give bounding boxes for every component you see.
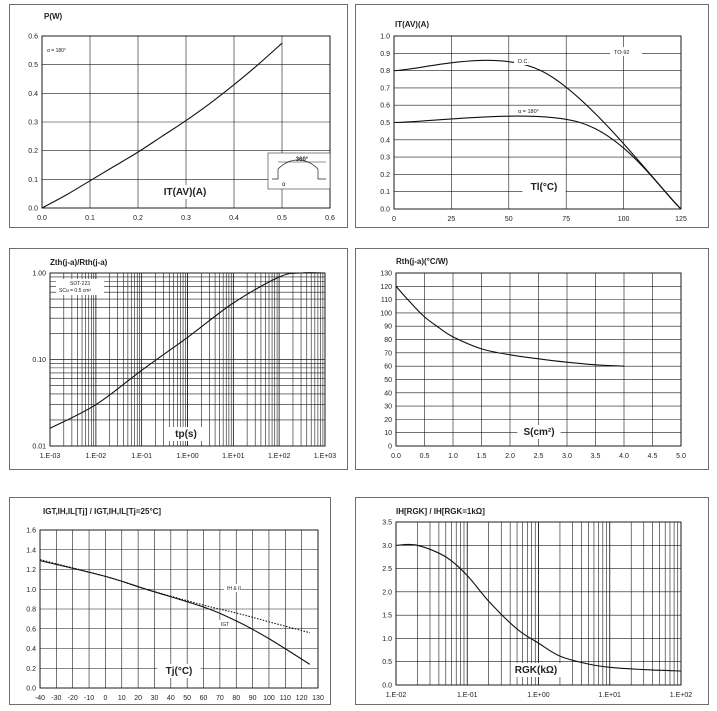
chart-title: P(W) [44, 12, 63, 21]
x-axis-label: S(cm²) [523, 427, 555, 438]
x-tick-label: 0.0 [391, 453, 401, 460]
y-tick-label: 10 [384, 430, 392, 438]
x-tick-label: 0.5 [277, 215, 287, 222]
x-tick-label: -30 [51, 695, 62, 702]
y-tick-label: 0.8 [380, 68, 390, 76]
y-tick-label: 0.4 [380, 137, 390, 145]
alpha-label: α [282, 182, 286, 188]
y-tick-label: 120 [380, 283, 392, 291]
x-axis-label: Tj(°C) [165, 666, 193, 677]
y-tick-label: 0.2 [380, 171, 390, 179]
x-tick-label: 2.5 [533, 453, 544, 460]
x-tick-label: -40 [34, 695, 46, 702]
chart-title: Zth(j-a)/Rth(j-a) [50, 258, 108, 267]
series-annotation: α = 180° [47, 48, 66, 54]
y-tick-label: 0.0 [382, 682, 392, 690]
x-tick-label: 80 [232, 695, 241, 702]
x-tick-label: 4.5 [647, 453, 658, 460]
chart-panel-power [9, 4, 348, 228]
y-tick-label: 30 [384, 403, 392, 411]
x-tick-label: -20 [67, 695, 78, 702]
y-tick-label: 40 [384, 390, 392, 398]
chart-holding-current-vs-rgk [356, 498, 708, 704]
dc-label: D.C. [518, 59, 529, 65]
y-tick-label: 1.0 [382, 635, 392, 643]
x-tick-label: 0.0 [37, 215, 47, 222]
x-tick-label: 50 [183, 695, 192, 702]
y-tick-label: 0.4 [26, 646, 36, 653]
y-tick-label: 20 [384, 416, 392, 424]
chart-thermal-impedance [10, 249, 347, 469]
y-tick-label: 0.4 [28, 90, 38, 98]
x-tick-label: 125 [675, 216, 687, 223]
chart-current-vs-temperature [356, 5, 708, 227]
x-tick-label: 1.E+01 [598, 692, 621, 699]
y-tick-label: 0.10 [32, 357, 46, 364]
chart-power-vs-current [10, 5, 347, 227]
x-tick-label: 1.E+01 [222, 453, 245, 460]
chart-title: IH[RGK] / IH[RGK=1kΩ] [396, 507, 485, 516]
y-tick-label: 2.5 [382, 566, 392, 574]
x-tick-label: 120 [295, 695, 308, 702]
x-tick-label: 60 [199, 695, 208, 702]
y-tick-label: 1.0 [380, 33, 390, 41]
x-tick-label: 25 [447, 216, 456, 223]
y-tick-label: 100 [380, 310, 392, 318]
ih-il-label: IH & IL [227, 586, 243, 592]
y-tick-label: 1.2 [26, 567, 36, 574]
x-tick-label: 1.E-03 [39, 453, 61, 460]
y-tick-label: 0.01 [32, 443, 46, 451]
package-label: SOT-223 [70, 281, 91, 287]
y-tick-label: 0.2 [28, 148, 38, 156]
period-label: 360° [295, 157, 309, 163]
x-tick-label: 100 [263, 695, 275, 702]
x-tick-label: 1.E+00 [176, 453, 199, 460]
y-tick-label: 50 [384, 376, 392, 384]
y-tick-label: 0.9 [380, 50, 390, 58]
series-line-0 [42, 43, 282, 208]
x-tick-label: 100 [617, 216, 630, 223]
x-tick-label: 0 [103, 695, 108, 702]
chart-gate-current-vs-temperature [10, 498, 330, 704]
x-tick-label: 1.E-02 [385, 692, 407, 699]
y-tick-label: 1.6 [26, 527, 36, 535]
y-tick-label: 0.0 [26, 685, 36, 693]
y-tick-label: 0.3 [380, 154, 390, 162]
x-axis-label: RGK(kΩ) [514, 665, 558, 676]
y-tick-label: 0.5 [28, 62, 38, 70]
y-tick-label: 0.5 [380, 120, 390, 127]
x-tick-label: 2.0 [505, 453, 515, 460]
x-axis-label: Tl(°C) [530, 182, 558, 193]
x-tick-label: 0.5 [419, 453, 430, 460]
y-tick-label: 0.1 [380, 189, 390, 197]
x-tick-label: 30 [150, 695, 159, 702]
y-tick-label: 1.0 [26, 586, 36, 594]
x-tick-label: 20 [134, 695, 143, 702]
y-tick-label: 0.6 [28, 33, 38, 41]
y-tick-label: 0.6 [380, 102, 390, 110]
x-tick-label: 1.E+02 [267, 453, 291, 460]
grid [396, 273, 681, 446]
y-tick-label: 3.0 [382, 542, 392, 550]
x-tick-label: 75 [562, 216, 571, 223]
y-tick-label: 0.0 [28, 205, 38, 213]
y-tick-label: 60 [384, 363, 392, 371]
chart-title: IGT,IH,IL[Tj] / IGT,IH,IL[Tj=25°C] [43, 507, 162, 516]
y-tick-label: 70 [384, 350, 392, 358]
x-tick-label: 130 [312, 695, 324, 702]
y-tick-label: 0.0 [380, 206, 390, 214]
package-label: TO-92 [614, 50, 630, 56]
x-tick-label: 0.3 [181, 215, 191, 222]
igt-label: IGT [221, 622, 230, 628]
x-tick-label: 1.0 [448, 453, 458, 460]
x-tick-label: 70 [215, 695, 224, 702]
x-tick-label: 1.E+02 [669, 692, 693, 699]
x-axis-label: tp(s) [175, 429, 197, 440]
y-tick-label: 1.4 [26, 547, 36, 555]
chart-panel-gate-current-temp [9, 497, 331, 705]
y-tick-label: 110 [380, 297, 392, 305]
series-line-1 [394, 116, 681, 209]
chart-panel-thermal-resistance [355, 248, 709, 470]
chart-thermal-resistance [356, 249, 708, 469]
x-tick-label: 10 [117, 695, 126, 702]
chart-title: IT(AV)(A) [395, 20, 430, 29]
y-tick-label: 0.3 [28, 119, 38, 127]
x-tick-label: 1.E+03 [313, 453, 337, 460]
x-tick-label: -10 [83, 695, 95, 702]
chart-panel-current-vs-temp [355, 4, 709, 228]
x-tick-label: 1.E+00 [527, 692, 550, 699]
x-tick-label: 1.E-02 [85, 453, 107, 460]
chart-panel-holding-current [355, 497, 709, 705]
x-tick-label: 0 [392, 216, 396, 223]
grid [396, 522, 681, 685]
y-tick-label: 0 [388, 443, 392, 451]
x-tick-label: 50 [504, 216, 513, 223]
x-tick-label: 0.2 [133, 215, 143, 222]
y-tick-label: 0.1 [28, 176, 38, 184]
y-tick-label: 0.5 [382, 659, 392, 667]
y-tick-label: 3.5 [382, 519, 392, 527]
x-tick-label: 5.0 [676, 453, 686, 460]
y-tick-label: 90 [384, 323, 392, 331]
x-tick-label: 90 [248, 695, 257, 702]
x-tick-label: 110 [279, 695, 291, 702]
y-tick-label: 1.00 [32, 270, 46, 278]
x-tick-label: 0.6 [325, 215, 335, 222]
chart-panel-thermal-impedance [9, 248, 348, 470]
copper-area-label: SCu = 0.5 cm² [59, 288, 92, 294]
y-tick-label: 1.5 [382, 612, 392, 620]
x-tick-label: 3.0 [562, 453, 572, 460]
x-tick-label: 40 [166, 695, 175, 702]
y-tick-label: 0.7 [380, 85, 390, 93]
x-tick-label: 0.1 [85, 215, 95, 222]
grid [50, 273, 325, 446]
alpha-label: α = 180° [518, 109, 539, 115]
x-tick-label: 1.5 [476, 453, 487, 460]
y-tick-label: 80 [384, 337, 392, 345]
x-tick-label: 0.4 [229, 215, 239, 222]
x-axis-label: IT(AV)(A) [163, 187, 207, 198]
chart-title: Rth(j-a)(°C/W) [396, 257, 449, 266]
x-tick-label: 3.5 [590, 453, 601, 460]
x-tick-label: 4.0 [619, 453, 629, 460]
x-tick-label: 1.E-01 [456, 692, 478, 699]
y-tick-label: 0.6 [26, 626, 36, 634]
y-tick-label: 2.0 [382, 589, 392, 597]
x-tick-label: 1.E-01 [131, 453, 152, 460]
y-tick-label: 0.8 [26, 606, 36, 614]
y-tick-label: 0.2 [26, 665, 36, 673]
y-tick-label: 130 [380, 270, 392, 278]
